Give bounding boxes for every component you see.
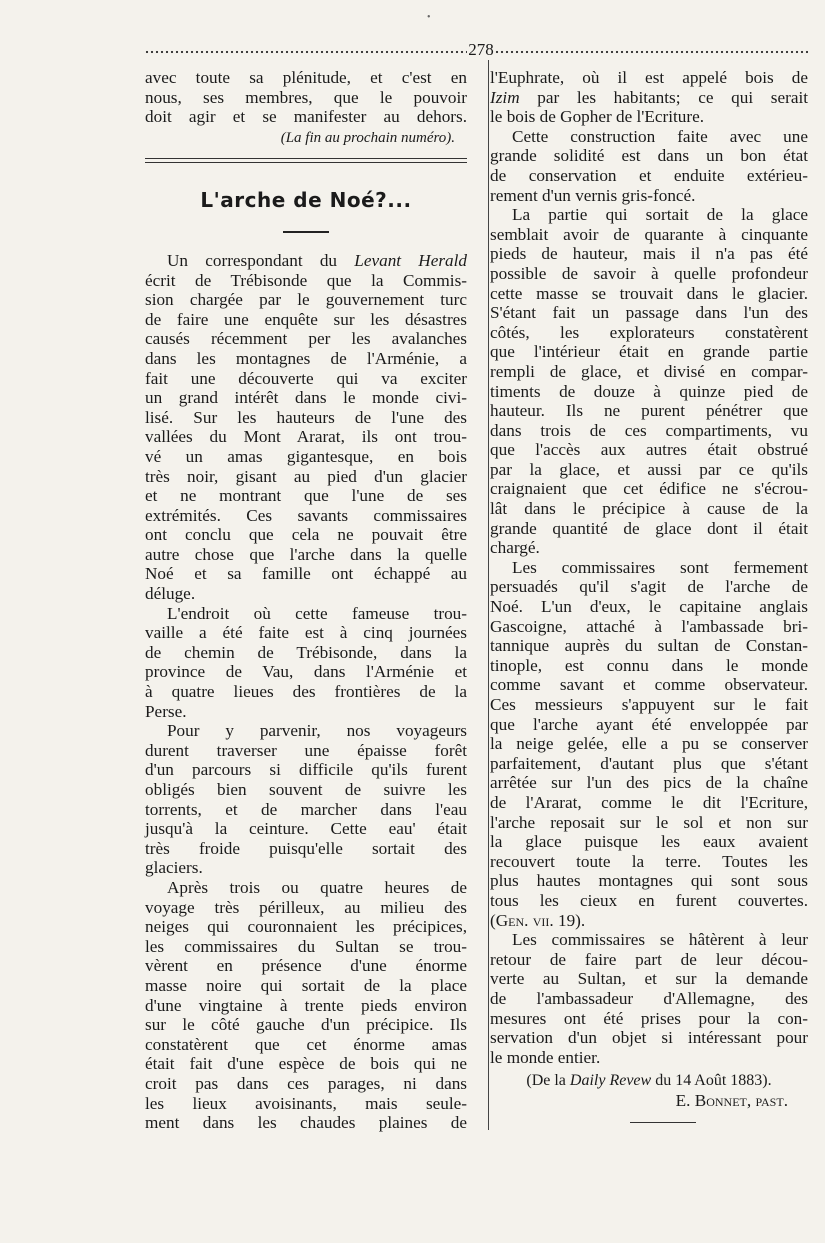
- text-line: pieds de hauteur, mais il n'a pas été: [490, 244, 808, 264]
- paragraph: [145, 721, 467, 878]
- text-line: par la glace, et aussi par ce qu'ils: [490, 459, 808, 479]
- text-line: Pour y parvenir, nos voyageurs: [167, 721, 467, 741]
- text-line: nous, ses membres, que le pouvoir: [145, 87, 467, 107]
- text-line: Perse.: [145, 701, 187, 721]
- text-line: L'endroit où cette fameuse trou-: [167, 603, 467, 623]
- continued-note: (La fin au prochain numéro).: [280, 129, 455, 146]
- text-line: à quatre lieues des frontières de la: [145, 682, 467, 702]
- text-line: tannique auprès du sultan de Constan-: [490, 636, 808, 656]
- text-line: lisé. Sur les hauteurs de l'une des: [145, 407, 467, 427]
- text-line: sion chargée par le gouvernement turc: [145, 290, 467, 310]
- text-line: que l'arche ayant été enveloppée par: [490, 714, 808, 734]
- text-line: et ne montrant que l'une de ses: [145, 486, 467, 506]
- text-line: tous les cieux en furent couvertes.: [490, 890, 808, 910]
- text-line: constatèrent que cet énorme amas: [145, 1034, 467, 1054]
- text-line: que l'intérieur était en grande partie: [490, 342, 808, 362]
- section-divider: [145, 158, 467, 163]
- text-line: l'Euphrate, où il est appelé bois de: [490, 68, 808, 87]
- text-line: Les commissaires sont fermement: [512, 557, 808, 577]
- paragraph: [145, 604, 467, 722]
- text-line: dans trois de ces compartiments, vu: [490, 420, 808, 440]
- text-line: jusqu'à la ceinture. Cette eau' était: [145, 819, 467, 839]
- column-divider: [488, 60, 489, 1130]
- text-line: servation d'un objet si intéressant pour: [490, 1028, 808, 1048]
- text-line: le bois de Gopher de l'Ecriture.: [490, 107, 705, 127]
- text-line: grande solidité est dans un bon état: [490, 146, 808, 166]
- text-line: masse noire qui sortait de la place: [145, 975, 467, 995]
- text-line: la glace puisque les eaux avaient: [490, 832, 808, 852]
- bible-reference: (Gen. vii. 19).: [490, 910, 586, 930]
- text-line: causés récemment per les avalanches: [145, 329, 467, 349]
- paragraph: [490, 68, 808, 127]
- text-line: lât dans le précipice à cause de la: [490, 499, 808, 519]
- text-line: rement d'un vernis gris-foncé.: [490, 185, 696, 205]
- text-line: Ces messieurs s'appuyent sur le fait: [490, 695, 808, 714]
- paragraph: [490, 558, 808, 930]
- page-header: [145, 40, 808, 60]
- text-line: le monde entier.: [490, 1047, 601, 1067]
- text-line: hauteur. Ils ne purent pénétrer que: [490, 401, 808, 421]
- text-line: les commissaires du Sultan se trou-: [145, 936, 467, 956]
- text-line: vé un amas gigantesque, en bois: [145, 446, 467, 466]
- page-top-mark: •: [427, 12, 431, 23]
- text-line: La partie qui sortait de la glace: [512, 205, 808, 225]
- text-line: très noir, gisant au pied d'un glacier: [145, 466, 467, 486]
- text-line: très froide puisqu'elle sortait des: [145, 838, 467, 858]
- text-line: cette masse se trouvait dans le glacier.: [490, 283, 808, 303]
- text-line: timents de douze à quinze pied de: [490, 381, 808, 401]
- text-line: déluge.: [145, 584, 196, 604]
- text-line: verte au Sultan, et sur la demande: [490, 969, 808, 989]
- text-line: extrémités. Ces savants commissaires: [145, 505, 467, 525]
- text-line: autre chose que l'arche dans la quelle: [145, 544, 467, 564]
- text-line: Après trois ou quatre heures de: [167, 877, 467, 897]
- text-line: parfaitement, d'autant plus que s'étant: [490, 753, 808, 773]
- text-line: chargé.: [490, 538, 540, 558]
- text-line: S'étant fait un passage dans l'un des: [490, 303, 808, 323]
- newspaper-name: Levant Herald: [354, 250, 467, 270]
- text-line: côtés, les explorateurs constatèrent: [490, 322, 808, 342]
- text-line: grande quantité de glace dont il était: [490, 518, 808, 538]
- text-line: Les commissaires se hâtèrent à leur: [512, 930, 808, 950]
- article-title: L'arche de Noé?...: [200, 188, 412, 213]
- text-line: de chemin de Trébisonde, dans la: [145, 642, 467, 662]
- text-line: mesures ont été prises pour la con-: [490, 1008, 808, 1028]
- page-number: 278: [468, 40, 494, 59]
- text-line: sur le côté gauche d'un précipice. Ils: [145, 1015, 467, 1035]
- wood-name: Izim: [490, 87, 520, 107]
- text-line: vèrent en présence d'une énorme: [145, 956, 467, 976]
- text-line: voyage très périlleux, au milieu des: [145, 897, 467, 917]
- text-line: durent traverser une épaisse forêt: [145, 740, 467, 760]
- text-line: un grand intérêt dans le monde civi-: [145, 388, 467, 408]
- source-journal: Daily Revew: [569, 1072, 652, 1090]
- text-line: dans les montagnes de l'Arménie, a: [145, 348, 467, 368]
- text-line: semblait avoir de quarante à cinquante: [490, 224, 808, 244]
- paragraph: [145, 251, 467, 604]
- header-ornament-right: [495, 50, 808, 54]
- text-line: écrit de Trébisonde que la Commis-: [145, 270, 467, 290]
- text-line: les lieux avoisinants, mais seule-: [145, 1093, 467, 1113]
- right-column: [490, 68, 808, 1123]
- paragraph: [145, 878, 467, 1133]
- text-line: craignaient que cet édifice ne s'écrou-: [490, 479, 808, 499]
- text-line: Izim par les habitants; ce qui serait: [490, 87, 808, 107]
- header-ornament-left: [145, 50, 467, 54]
- title-rule: [283, 231, 329, 233]
- text-line: doit agir et se manifester au dehors.: [145, 107, 467, 127]
- text-line: torrents, et de marcher dans l'eau: [145, 799, 467, 819]
- continued-text: [145, 68, 467, 127]
- left-column: [145, 68, 467, 1133]
- text-line: Un correspondant du Levant Herald: [167, 250, 467, 270]
- text-line: obligés bien souvent de suivre les: [145, 780, 467, 799]
- text-line: Noé. L'un d'eux, le capitaine anglais: [490, 597, 808, 617]
- text-line: l'arche reposait sur le sol et non sur: [490, 812, 808, 832]
- text-line: possible de savoir à quelle profondeur: [490, 263, 808, 283]
- paragraph: [490, 930, 808, 1067]
- text-line: vallées du Mont Ararat, ils ont trou-: [145, 427, 467, 447]
- paragraph: [490, 205, 808, 558]
- text-line: rempli de glace, et divisé en compar-: [490, 361, 808, 381]
- text-line: fait une découverte qui va exciter: [145, 368, 467, 388]
- text-line: comme savant et comme observateur.: [490, 675, 808, 695]
- text-line: de l'ambassadeur d'Allemagne, des: [490, 988, 808, 1008]
- text-line: neiges qui couronnaient les précipices,: [145, 917, 467, 937]
- text-line: persuadés qu'il s'agit de l'arche de: [490, 577, 808, 597]
- text-line: Gascoigne, attaché à l'ambassade bri-: [490, 616, 808, 636]
- signature-rule: [630, 1122, 696, 1123]
- text-line: tinople, est connu dans le monde: [490, 655, 808, 675]
- text-line: vaille a été faite est à cinq journées: [145, 623, 467, 643]
- text-line: de faire une enquête sur les désastres: [145, 309, 467, 329]
- source-citation: (De la Daily Revew du 14 Août 1883).: [526, 1072, 772, 1090]
- text-line: plus hautes montagnes qui sont sous: [490, 871, 808, 891]
- text-line: Cette construction faite avec une: [512, 126, 808, 146]
- signature: E. Bonnet, past.: [675, 1090, 788, 1110]
- text-line: ont conclu que cela ne pouvait être: [145, 525, 467, 545]
- text-line: de l'Ararat, comme le dit l'Ecriture,: [490, 792, 808, 812]
- text-line: de conservation et enduite extérieu-: [490, 165, 808, 185]
- text-line: recouvert toute la terre. Toutes les: [490, 851, 808, 871]
- text-line: d'un parcours si difficile qu'ils furent: [145, 760, 467, 780]
- text-line: province de Vau, dans l'Arménie et: [145, 662, 467, 682]
- text-line: était fait d'une espèce de bois qui ne: [145, 1054, 467, 1074]
- text-line: la neige gelée, elle a pu se conserver: [490, 734, 808, 754]
- text-line: Noé et sa famille ont échappé au: [145, 564, 467, 584]
- paragraph: [490, 127, 808, 205]
- text-line: glaciers.: [145, 858, 203, 878]
- text-line: d'une vingtaine à trente pieds environ: [145, 995, 467, 1015]
- text-line: que l'accès aux autres était obstrué: [490, 440, 808, 460]
- text-line: ment dans les chaudes plaines de: [145, 1113, 467, 1133]
- text-line: arrêtée sur l'un des pics de la chaîne: [490, 773, 808, 793]
- text-line: croit pas dans ces parages, ni dans: [145, 1073, 467, 1093]
- text-line: retour de faire part de leur décou-: [490, 949, 808, 969]
- text-line: avec toute sa plénitude, et c'est en: [145, 68, 467, 87]
